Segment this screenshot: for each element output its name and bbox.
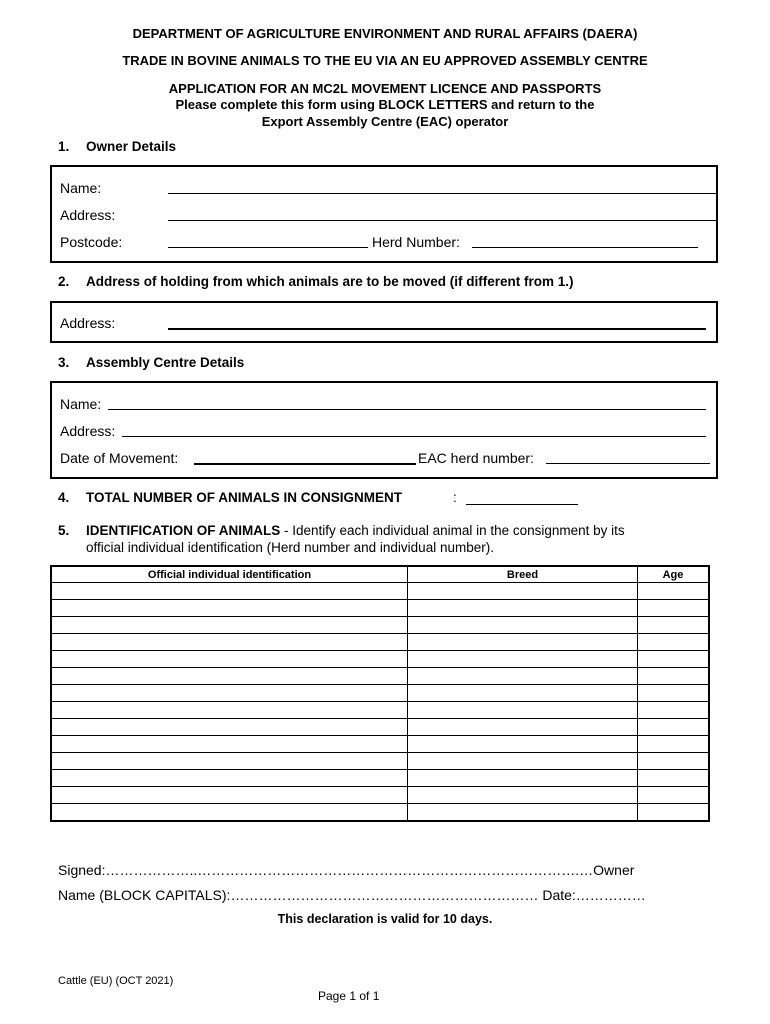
holding-address-label: Address: xyxy=(60,315,116,331)
identification-cell[interactable] xyxy=(51,804,408,822)
table-row xyxy=(51,634,709,651)
breed-cell[interactable] xyxy=(408,804,638,822)
identification-cell[interactable] xyxy=(51,668,408,685)
date-of-movement-label: Date of Movement: xyxy=(60,450,179,466)
identification-cell[interactable] xyxy=(51,685,408,702)
age-cell[interactable] xyxy=(638,600,710,617)
table-row xyxy=(51,651,709,668)
signed-line[interactable]: Signed:………………..……………………………………………………………………….…Owner xyxy=(58,862,635,878)
table-row xyxy=(51,719,709,736)
form-reference: Cattle (EU) (OCT 2021) xyxy=(58,975,174,987)
instructions-line-2: Export Assembly Centre (EAC) operator xyxy=(261,114,509,129)
identification-table xyxy=(50,565,710,822)
identification-cell[interactable] xyxy=(51,719,408,736)
section-4-number: 4. xyxy=(58,490,70,505)
table-row xyxy=(51,736,709,753)
table-header-row xyxy=(51,566,709,583)
table-row xyxy=(51,668,709,685)
owner-address-field[interactable] xyxy=(168,220,718,221)
owner-name-field[interactable] xyxy=(168,193,718,194)
section-2-heading: Address of holding from which animals are to be moved (if different from 1.) xyxy=(86,274,574,289)
age-cell[interactable] xyxy=(638,719,710,736)
total-animals-field[interactable] xyxy=(466,504,578,505)
section-5-heading: IDENTIFICATION OF ANIMALS xyxy=(86,523,281,538)
identification-cell[interactable] xyxy=(51,702,408,719)
breed-cell[interactable] xyxy=(408,719,638,736)
breed-cell[interactable] xyxy=(408,600,638,617)
age-cell[interactable] xyxy=(638,583,710,600)
age-cell[interactable] xyxy=(638,668,710,685)
owner-details-box xyxy=(50,165,718,263)
eac-herd-number-field[interactable] xyxy=(546,463,710,464)
age-cell[interactable] xyxy=(638,685,710,702)
age-cell[interactable] xyxy=(638,770,710,787)
section-4-heading: TOTAL NUMBER OF ANIMALS IN CONSIGNMENT xyxy=(86,490,402,505)
table-row xyxy=(51,804,709,822)
department-title: DEPARTMENT OF AGRICULTURE ENVIRONMENT AND RURAL AFFAIRS (DAERA) xyxy=(132,26,638,41)
identification-cell[interactable] xyxy=(51,651,408,668)
centre-address-label: Address: xyxy=(60,423,116,439)
identification-cell[interactable] xyxy=(51,770,408,787)
age-cell[interactable] xyxy=(638,617,710,634)
age-cell[interactable] xyxy=(638,634,710,651)
section-1-number: 1. xyxy=(58,139,70,154)
holding-address-field[interactable] xyxy=(168,328,706,330)
age-cell[interactable] xyxy=(638,787,710,804)
breed-cell[interactable] xyxy=(408,685,638,702)
identification-cell[interactable] xyxy=(51,634,408,651)
section-3-heading: Assembly Centre Details xyxy=(86,355,245,370)
identification-cell[interactable] xyxy=(51,787,408,804)
herd-number-field[interactable] xyxy=(472,247,698,248)
table-row xyxy=(51,685,709,702)
postcode-label: Postcode: xyxy=(60,234,123,250)
table-row xyxy=(51,617,709,634)
table-row xyxy=(51,600,709,617)
breed-cell[interactable] xyxy=(408,634,638,651)
instructions-line: Please complete this form using BLOCK LETTERS and return to the xyxy=(175,97,595,112)
holding-address-box xyxy=(50,301,718,343)
age-cell[interactable] xyxy=(638,736,710,753)
breed-cell[interactable] xyxy=(408,651,638,668)
identification-cell[interactable] xyxy=(51,753,408,770)
table-row xyxy=(51,753,709,770)
assembly-centre-box xyxy=(50,381,718,479)
age-cell[interactable] xyxy=(638,702,710,719)
column-header-identification: Official individual identification xyxy=(51,566,408,583)
breed-cell[interactable] xyxy=(408,753,638,770)
table-row xyxy=(51,770,709,787)
identification-cell[interactable] xyxy=(51,600,408,617)
age-cell[interactable] xyxy=(638,651,710,668)
herd-number-label: Herd Number: xyxy=(372,234,460,250)
centre-name-field[interactable] xyxy=(108,409,706,410)
table-row xyxy=(51,583,709,600)
column-header-breed: Breed xyxy=(408,566,638,583)
application-title: APPLICATION FOR AN MC2L MOVEMENT LICENCE AND PASSPORTS xyxy=(168,81,602,96)
centre-address-field[interactable] xyxy=(122,436,706,437)
section-4-colon: : xyxy=(453,490,457,505)
breed-cell[interactable] xyxy=(408,702,638,719)
validity-notice: This declaration is valid for 10 days. xyxy=(277,912,493,926)
section-5-number: 5. xyxy=(58,523,70,538)
column-header-age: Age xyxy=(638,566,710,583)
breed-cell[interactable] xyxy=(408,583,638,600)
centre-name-label: Name: xyxy=(60,396,102,412)
section-5-description-2: official individual identification (Herd number and individual number). xyxy=(86,540,494,555)
table-body xyxy=(51,583,709,822)
breed-cell[interactable] xyxy=(408,787,638,804)
identification-cell[interactable] xyxy=(51,736,408,753)
section-5-description: - Identify each individual animal in the consignment by its xyxy=(280,523,625,538)
breed-cell[interactable] xyxy=(408,736,638,753)
owner-name-label: Name: xyxy=(60,180,102,196)
age-cell[interactable] xyxy=(638,753,710,770)
trade-title: TRADE IN BOVINE ANIMALS TO THE EU VIA AN EU APPROVED ASSEMBLY CENTRE xyxy=(122,53,648,68)
postcode-field[interactable] xyxy=(168,247,368,248)
section-3-number: 3. xyxy=(58,355,70,370)
table-row xyxy=(51,787,709,804)
age-cell[interactable] xyxy=(638,804,710,822)
name-date-line[interactable]: Name (BLOCK CAPITALS):………………………………………………………… Date:…………… xyxy=(58,887,646,903)
identification-cell[interactable] xyxy=(51,583,408,600)
owner-address-label: Address: xyxy=(60,207,116,223)
eac-herd-number-label: EAC herd number: xyxy=(418,450,534,466)
breed-cell[interactable] xyxy=(408,770,638,787)
section-2-number: 2. xyxy=(58,274,70,289)
breed-cell[interactable] xyxy=(408,668,638,685)
table-row xyxy=(51,702,709,719)
section-1-heading: Owner Details xyxy=(86,139,177,154)
breed-cell[interactable] xyxy=(408,617,638,634)
identification-cell[interactable] xyxy=(51,617,408,634)
date-of-movement-field[interactable] xyxy=(194,463,416,465)
section-5-text xyxy=(86,523,726,538)
page-number: Page 1 of 1 xyxy=(318,989,380,1003)
